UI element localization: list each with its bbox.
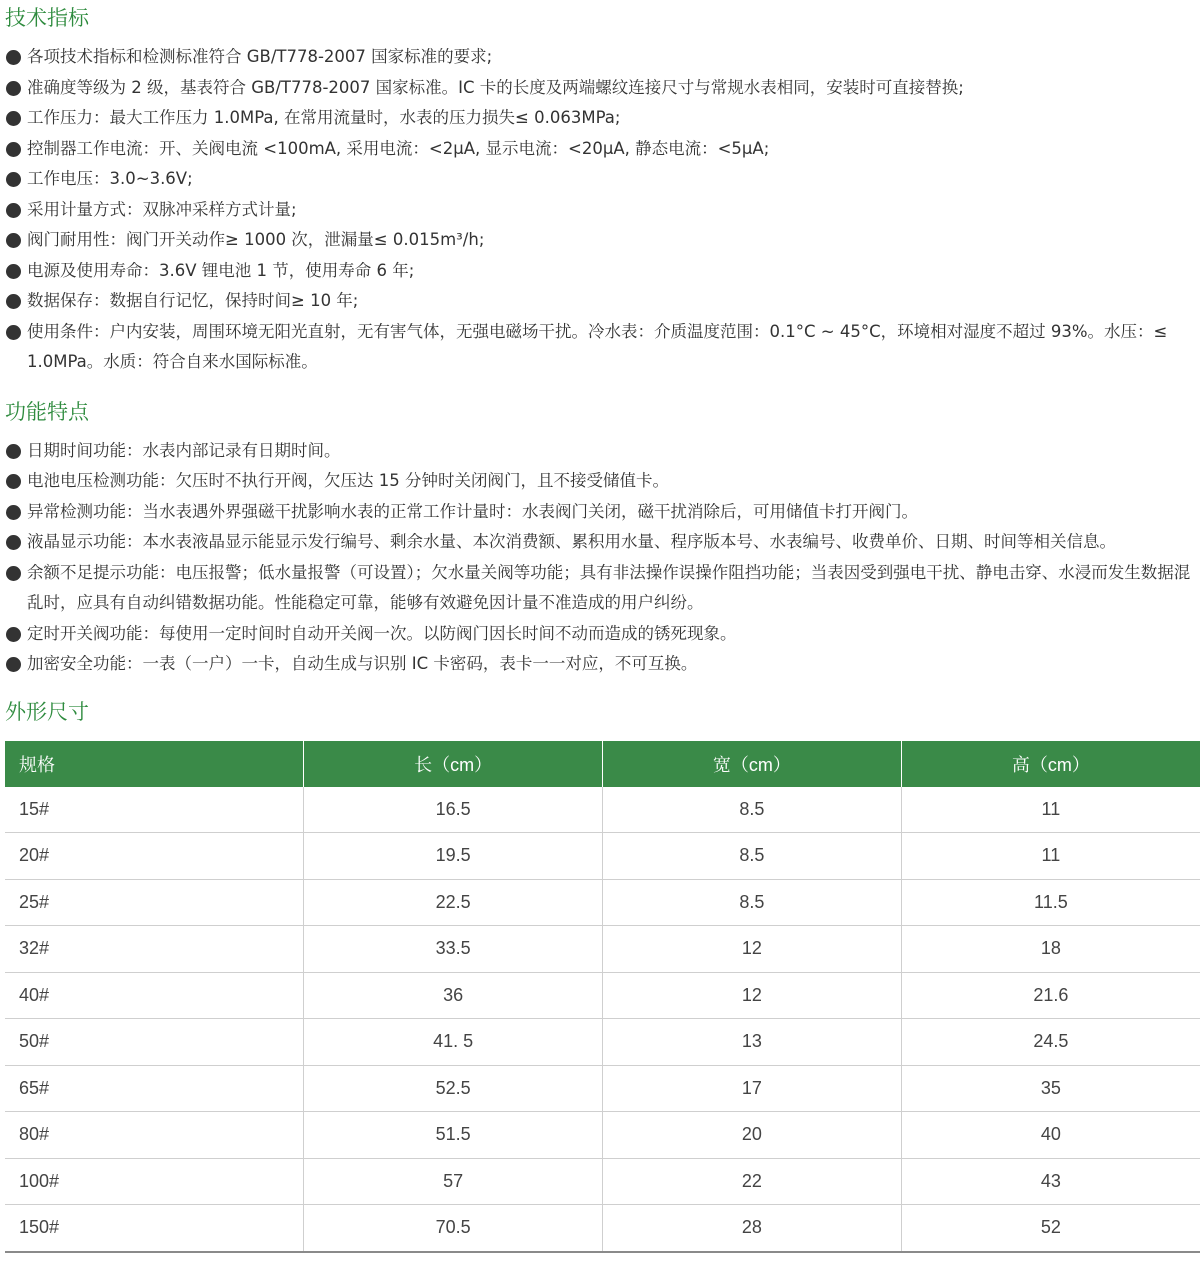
cell-height: 21.6 (901, 972, 1200, 1019)
bullet-icon (6, 474, 21, 489)
cell-length: 33.5 (304, 926, 603, 973)
features-title: 功能特点 (5, 399, 89, 424)
cell-height: 43 (901, 1158, 1200, 1205)
list-item-text: 数据保存：数据自行记忆，保持时间≥ 10 年; (27, 291, 359, 310)
list-item (5, 558, 1200, 619)
list-item (5, 42, 1200, 73)
list-item-text: 准确度等级为 2 级，基表符合 GB/T778-2007 国家标准。IC 卡的长度及两端螺纹连接尺寸与常规水表相同，安装时可直接替换; (27, 77, 964, 97)
list-item (5, 73, 1200, 104)
column-header-spec: 规格 (5, 741, 304, 787)
list-item (5, 466, 1200, 497)
cell-width: 8.5 (603, 833, 902, 880)
list-item-text: 异常检测功能：当水表遇外界强磁干扰影响水表的正常工作计量时：水表阀门关闭，磁干扰消除后，可用储值卡打开阀门。 (27, 501, 918, 521)
table-row (5, 1065, 1200, 1112)
list-item-text: 电池电压检测功能：欠压时不执行开阀，欠压达 15 分钟时关闭阀门，且不接受储值卡。 (27, 471, 669, 490)
list-item-text: 定时开关阀功能：每使用一定时间时自动开关阀一次。以防阀门因长时间不动而造成的锈死现象。 (27, 623, 737, 643)
cell-length: 22.5 (304, 879, 603, 926)
table-row (5, 1112, 1200, 1159)
specs-title: 技术指标 (5, 6, 89, 30)
bullet-icon (6, 444, 21, 459)
list-item (5, 286, 1200, 317)
cell-width: 13 (603, 1019, 902, 1066)
cell-height: 11 (901, 833, 1200, 880)
list-item (5, 317, 1200, 378)
features-list (5, 436, 1200, 680)
table-row (5, 787, 1200, 833)
cell-spec: 40# (5, 972, 304, 1019)
bullet-icon (6, 505, 21, 520)
list-item-text: 工作压力：最大工作压力 1.0MPa, 在常用流量时，水表的压力损失≤ 0.063MPa; (27, 108, 621, 127)
cell-spec: 15# (5, 787, 304, 833)
cell-width: 12 (603, 926, 902, 973)
cell-height: 11 (901, 787, 1200, 833)
bullet-icon (6, 535, 21, 550)
bullet-icon (6, 172, 21, 187)
cell-width: 28 (603, 1205, 902, 1252)
list-item-text: 采用计量方式：双脉冲采样方式计量; (27, 199, 297, 219)
cell-length: 19.5 (304, 833, 603, 880)
cell-width: 8.5 (603, 879, 902, 926)
cell-height: 40 (901, 1112, 1200, 1159)
table-row (5, 972, 1200, 1019)
cell-spec: 32# (5, 926, 304, 973)
bullet-icon (6, 627, 21, 642)
bullet-icon (6, 203, 21, 218)
bullet-icon (6, 657, 21, 672)
table-row (5, 833, 1200, 880)
bullet-icon (6, 294, 21, 309)
column-header-width: 宽（cm） (603, 741, 902, 787)
cell-height: 18 (901, 926, 1200, 973)
table-row (5, 1205, 1200, 1252)
list-item-text: 使用条件：户内安装，周围环境无阳光直射，无有害气体，无强电磁场干扰。冷水表：介质温度范围：0.1°C ~ 45°C，环境相对湿度不超过 93%。水压：≤ 1.0MPa。水质：符合自来水国际标准。 (27, 321, 1168, 371)
list-item (5, 134, 1200, 165)
cell-length: 57 (304, 1158, 603, 1205)
cell-width: 12 (603, 972, 902, 1019)
cell-length: 16.5 (304, 787, 603, 833)
table-row (5, 926, 1200, 973)
cell-height: 52 (901, 1205, 1200, 1252)
list-item-text: 各项技术指标和检测标准符合 GB/T778-2007 国家标准的要求; (27, 47, 493, 66)
list-item (5, 527, 1200, 558)
bullet-icon (6, 81, 21, 96)
list-item (5, 195, 1200, 226)
cell-length: 52.5 (304, 1065, 603, 1112)
table-row (5, 879, 1200, 926)
cell-width: 8.5 (603, 787, 902, 833)
list-item (5, 436, 1200, 467)
table-header-row (5, 741, 1200, 787)
list-item (5, 225, 1200, 256)
cell-length: 36 (304, 972, 603, 1019)
list-item (5, 619, 1200, 650)
dimensions-table (5, 741, 1200, 1253)
list-item-text: 控制器工作电流：开、关阀电流 <100mA, 采用电流：<2μA, 显示电流：<20μA, 静态电流：<5μA; (27, 138, 770, 158)
cell-spec: 25# (5, 879, 304, 926)
list-item-text: 液晶显示功能：本水表液晶显示能显示发行编号、剩余水量、本次消费额、累积用水量、程序版本号、水表编号、收费单价、日期、时间等相关信息。 (27, 532, 1116, 551)
cell-spec: 50# (5, 1019, 304, 1066)
cell-width: 17 (603, 1065, 902, 1112)
cell-height: 24.5 (901, 1019, 1200, 1066)
bullet-icon (6, 233, 21, 248)
list-item-text: 工作电压：3.0~3.6V; (27, 169, 193, 188)
bullet-icon (6, 325, 21, 340)
cell-height: 35 (901, 1065, 1200, 1112)
bullet-icon (6, 264, 21, 279)
table-row (5, 1158, 1200, 1205)
cell-spec: 150# (5, 1205, 304, 1252)
list-item-text: 电源及使用寿命：3.6V 锂电池 1 节，使用寿命 6 年; (27, 260, 415, 280)
bullet-icon (6, 111, 21, 126)
bullet-icon (6, 50, 21, 65)
cell-length: 41. 5 (304, 1019, 603, 1066)
list-item (5, 164, 1200, 195)
cell-spec: 20# (5, 833, 304, 880)
page-content (5, 0, 1200, 1253)
bullet-icon (6, 142, 21, 157)
cell-spec: 100# (5, 1158, 304, 1205)
list-item (5, 497, 1200, 528)
specs-list (5, 42, 1200, 378)
list-item-text: 日期时间功能：水表内部记录有日期时间。 (27, 440, 341, 460)
cell-width: 22 (603, 1158, 902, 1205)
list-item (5, 103, 1200, 134)
column-header-height: 高（cm） (901, 741, 1200, 787)
list-item-text: 余额不足提示功能：电压报警；低水量报警（可设置）；欠水量关阀等功能；具有非法操作误操作阻挡功能；当表因受到强电干扰、静电击穿、水浸而发生数据混乱时，应具有自动纠错数据功能。性能稳定可靠，能够有效避免因计量不准造成的用户纠纷。 (27, 562, 1191, 612)
table-row (5, 1019, 1200, 1066)
list-item-text: 阀门耐用性：阀门开关动作≥ 1000 次，泄漏量≤ 0.015m³/h; (27, 230, 485, 249)
list-item-text: 加密安全功能：一表（一户）一卡，自动生成与识别 IC 卡密码，表卡一一对应，不可互换。 (27, 654, 698, 673)
cell-spec: 65# (5, 1065, 304, 1112)
cell-length: 51.5 (304, 1112, 603, 1159)
list-item (5, 649, 1200, 680)
cell-height: 11.5 (901, 879, 1200, 926)
cell-width: 20 (603, 1112, 902, 1159)
bullet-icon (6, 566, 21, 581)
cell-length: 70.5 (304, 1205, 603, 1252)
column-header-length: 长（cm） (304, 741, 603, 787)
dimensions-title: 外形尺寸 (5, 699, 89, 724)
cell-spec: 80# (5, 1112, 304, 1159)
list-item (5, 256, 1200, 287)
